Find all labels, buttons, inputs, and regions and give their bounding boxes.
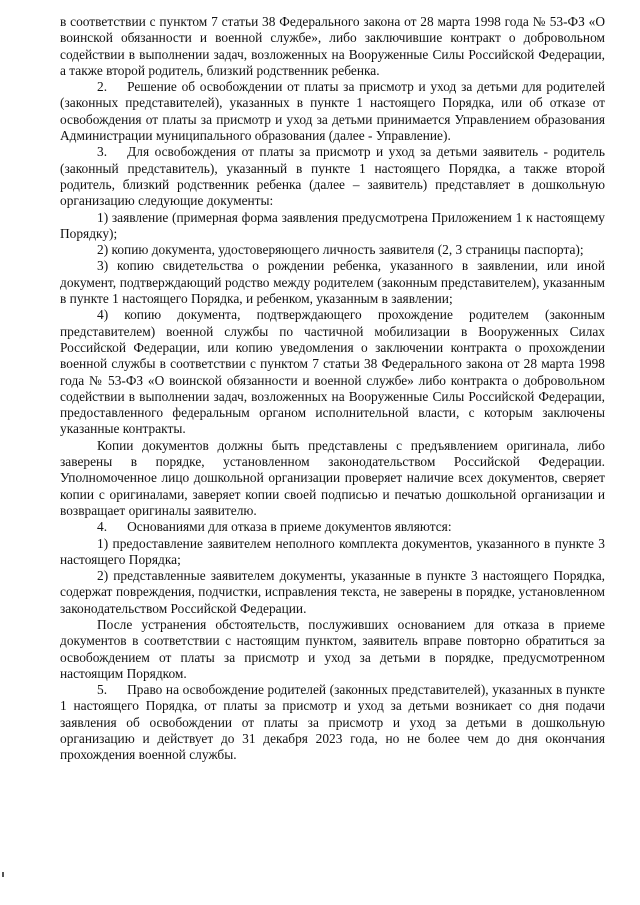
subitem-3-2: 2) копию документа, удостоверяющего личность заявителя (2, 3 страницы паспорта); bbox=[97, 242, 584, 258]
paragraph-item-5: 5. Право на освобождение родителей (законных представителей), указанных в пункте 1 настоящего Порядка, от платы за присмотр и уход за детьми возникает со дня подачи заявления об освобождении от платы за присмотр и уход за детьми в дошкольную организацию и действует до 31 декабря 2023 года, но не более чем до дня окончания прохождения военной службы. bbox=[60, 682, 605, 763]
paragraph-continuation: в соответствии с пунктом 7 статьи 38 Федерального закона от 28 марта 1998 года № 53-ФЗ «О воинской обязанности и военной службе», либо заключившие контракт о добровольном содействии в выполнении задач, возложенных на Вооруженные Силы Российской Федерации, а также второй родитель, близкий родственник ребенка. bbox=[60, 14, 605, 78]
subitem-4-1: 1) предоставление заявителем неполного комплекта документов, указанного в пункте 3 настоящего Порядка; bbox=[60, 535, 605, 567]
subitem-3-4: 4) копию документа, подтверждающего прохождение родителем (законным представителем) военной службы по частичной мобилизации в Вооруженных Силах Российской Федерации, или копию уведомления о заключении контракта о прохождении военной службы в соответствии с пунктом 7 статьи 38 Федерального закона от 28 марта 1998 года № 53-ФЗ «О воинской обязанности и военной службе» либо контракта о добровольном содействии в выполнении задач, возложенных на Вооруженные Силы Российской Федерации, предоставленного федеральным органом исполнительной власти, с которым заключены указанные контракты. bbox=[60, 307, 605, 437]
document-page bbox=[60, 14, 605, 764]
paragraph-copies: Копии документов должны быть представлены с предъявлением оригинала, либо заверены в порядке, установленном законодательством Российской Федерации. Уполномоченное лицо дошкольной организации проверяет наличие всех документов, сверяет копии с оригиналами, заверяет копии своей подписью и печатью дошкольной организации и возвращает оригиналы заявителю. bbox=[60, 437, 605, 518]
paragraph-item-4: 4. Основаниями для отказа в приеме документов являются: bbox=[97, 519, 452, 535]
scan-mark bbox=[2, 872, 4, 877]
paragraph-resubmission: После устранения обстоятельств, послуживших основанием для отказа в приеме документов в соответствии с настоящим пунктом, заявитель вправе повторно обратиться за освобождением от платы за присмотр и уход за детьми в порядке, предусмотренном настоящим Порядком. bbox=[60, 616, 605, 681]
subitem-4-2: 2) представленные заявителем документы, указанные в пункте 3 настоящего Порядка, содержат повреждения, подчистки, исправления текста, не заверены в порядке, установленном законодательством Российской Федерации. bbox=[60, 568, 605, 616]
paragraph-item-2: 2. Решение об освобождении от платы за присмотр и уход за детьми для родителей (законных представителей), указанных в пункте 1 настоящего Порядка, или об отказе от освобождения от платы за присмотр и уход за детьми принимается Управлением образования Администрации муниципального образования (далее - Управление). bbox=[60, 79, 605, 144]
subitem-3-3: 3) копию свидетельства о рождении ребенка, указанного в заявлении, или иной документ, подтверждающий родство между родителем (законным представителем), указанным в пункте 1 настоящего Порядка, и ребенком, указанным в заявлении; bbox=[60, 258, 605, 307]
subitem-3-1: 1) заявление (примерная форма заявления предусмотрена Приложением 1 к настоящему Порядку); bbox=[60, 209, 605, 241]
paragraph-item-3: 3. Для освобождения от платы за присмотр и уход за детьми заявитель - родитель (законный представитель), указанный в пункте 1 настоящего Порядка, а также второй родитель, близкий родственник ребенка (далее – заявитель) представляет в дошкольную организацию следующие документы: bbox=[60, 144, 605, 209]
